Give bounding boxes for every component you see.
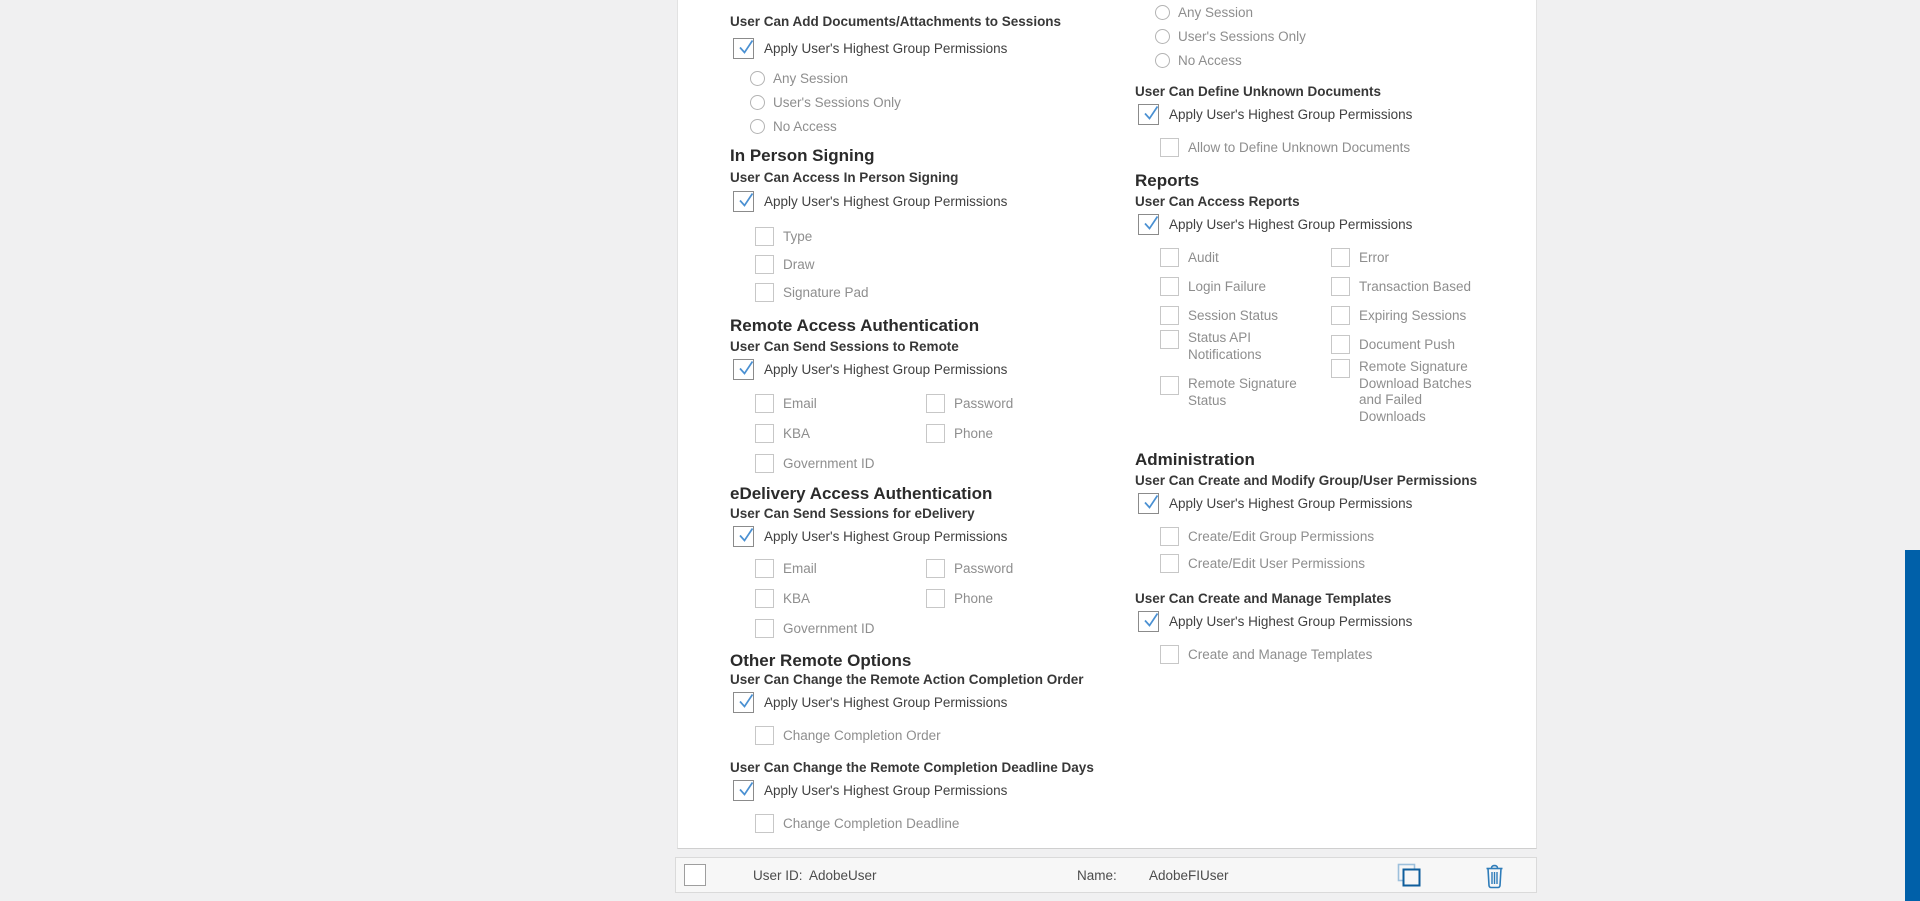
checkbox-row-kba — [755, 418, 926, 448]
checkbox-label: Type — [783, 228, 813, 244]
section-heading-remote-access-auth: Remote Access Authentication — [730, 316, 980, 335]
apply-row-manage-templates — [1138, 610, 1520, 633]
checkbox-row-document-push — [1331, 330, 1477, 359]
user-id-value: AdobeUser — [809, 868, 877, 883]
checkbox-label: Document Push — [1359, 337, 1456, 352]
radio-row-users-sessions-only — [750, 90, 1130, 114]
checkbox-label: Password — [954, 395, 1014, 411]
checkbox-label: KBA — [783, 425, 811, 441]
checkbox-label: Create/Edit User Permissions — [1188, 556, 1366, 571]
checkbox-row-allow-define-unknown-documents — [1160, 134, 1520, 160]
subheading-change-completion-order: User Can Change the Remote Action Completion Order — [730, 672, 1084, 687]
checkbox-icon[interactable] — [755, 559, 774, 578]
checkbox-icon[interactable] — [755, 424, 774, 443]
checkbox-label: Create and Manage Templates — [1188, 646, 1373, 662]
apply-checkbox-checked[interactable] — [733, 526, 754, 547]
apply-row-edelivery — [733, 525, 1130, 548]
radio-label: User's Sessions Only — [1178, 28, 1306, 44]
subheading-add-documents: User Can Add Documents/Attachments to Sessions — [730, 14, 1062, 29]
radio-label: Any Session — [1178, 4, 1254, 20]
subheading-access-in-person-signing: User Can Access In Person Signing — [730, 170, 959, 185]
checkbox-label: Change Completion Order — [783, 727, 941, 743]
radio-label: User's Sessions Only — [773, 94, 901, 110]
checkbox-icon[interactable] — [755, 589, 774, 608]
copy-icon[interactable] — [1396, 862, 1423, 894]
radio-row-any-session — [750, 66, 1130, 90]
subheading-send-sessions-edelivery: User Can Send Sessions for eDelivery — [730, 506, 975, 521]
radio-row-no-access — [750, 114, 1130, 138]
subheading-create-modify-permissions: User Can Create and Modify Group/User Permissions — [1135, 473, 1478, 488]
checkbox-row-email — [755, 553, 926, 583]
checkbox-label: Remote Signature Download Batches and Failed Downloads — [1359, 359, 1472, 424]
section-heading-edelivery-auth: eDelivery Access Authentication — [730, 484, 993, 503]
checkbox-label: Signature Pad — [783, 284, 869, 300]
radio-label: Any Session — [773, 70, 849, 86]
checkbox-icon[interactable] — [755, 454, 774, 473]
checkbox-row-type — [755, 222, 1130, 250]
options-column-1 — [1160, 243, 1331, 438]
checkbox-row-phone — [926, 418, 1013, 448]
checkbox-icon[interactable] — [755, 255, 774, 274]
checkbox-label: Audit — [1188, 250, 1219, 265]
checkmark-icon — [736, 525, 756, 545]
checkbox-icon[interactable] — [1160, 554, 1179, 573]
options-column-1 — [755, 553, 926, 643]
options-column-2 — [926, 388, 1013, 478]
section-heading-administration: Administration — [1135, 450, 1255, 469]
checkbox-label: Create/Edit Group Permissions — [1188, 529, 1375, 544]
checkbox-icon[interactable] — [755, 227, 774, 246]
apply-row-reports — [1138, 213, 1520, 236]
options-column-1 — [755, 388, 926, 478]
checkbox-icon[interactable] — [1160, 645, 1179, 664]
apply-checkbox-checked[interactable] — [1138, 493, 1159, 514]
checkbox-row-change-completion-deadline — [755, 810, 1130, 836]
checkbox-icon[interactable] — [926, 559, 945, 578]
checkbox-row-draw — [755, 250, 1130, 278]
permissions-panel — [677, 0, 1537, 849]
checkbox-label: Draw — [783, 256, 815, 272]
checkbox-icon[interactable] — [1160, 277, 1179, 296]
left-column — [730, 0, 1130, 836]
apply-checkbox-checked[interactable] — [733, 692, 754, 713]
apply-row-unknown-documents — [1138, 103, 1520, 126]
checkbox-row-email — [755, 388, 926, 418]
checkmark-icon — [1141, 492, 1161, 512]
checkbox-icon[interactable] — [755, 726, 774, 745]
checkbox-icon[interactable] — [755, 394, 774, 413]
subheading-access-reports: User Can Access Reports — [1135, 194, 1300, 209]
row-select-checkbox[interactable] — [684, 864, 706, 886]
apply-row-modify-permissions — [1138, 492, 1520, 515]
apply-row-in-person — [733, 190, 1130, 213]
checkmark-icon — [736, 190, 756, 210]
checkbox-icon[interactable] — [755, 814, 774, 833]
radio-row-any-session — [1155, 0, 1520, 24]
section-heading-in-person-signing: In Person Signing — [730, 146, 875, 165]
checkbox-label: Remote Signature Status — [1188, 376, 1297, 408]
apply-checkbox-checked[interactable] — [733, 38, 754, 59]
checkbox-row-password — [926, 553, 1013, 583]
checkbox-row-phone — [926, 583, 1013, 613]
checkmark-icon — [736, 37, 756, 57]
checkbox-label: Government ID — [783, 620, 875, 636]
checkbox-row-transaction-based — [1331, 272, 1477, 301]
checkbox-row-error — [1331, 243, 1477, 272]
checkbox-label: Login Failure — [1188, 279, 1267, 294]
subheading-define-unknown-documents: User Can Define Unknown Documents — [1135, 84, 1382, 99]
checkmark-icon — [1141, 610, 1161, 630]
checkbox-row-government-id — [755, 613, 926, 643]
apply-row-remote-access — [733, 358, 1130, 381]
checkbox-icon[interactable] — [1160, 527, 1179, 546]
radio-button-icon[interactable] — [1155, 5, 1170, 20]
checkbox-row-password — [926, 388, 1013, 418]
checkbox-label: Change Completion Deadline — [783, 815, 960, 831]
checkmark-icon — [736, 691, 756, 711]
checkbox-row-create-edit-user-permissions — [1160, 550, 1520, 577]
checkbox-icon[interactable] — [1331, 277, 1350, 296]
apply-label: Apply User's Highest Group Permissions — [1169, 217, 1413, 232]
apply-label: Apply User's Highest Group Permissions — [1169, 614, 1413, 629]
checkbox-row-create-manage-templates — [1160, 641, 1520, 667]
radio-button-icon[interactable] — [750, 119, 765, 134]
checkbox-label: Allow to Define Unknown Documents — [1188, 139, 1411, 155]
apply-label: Apply User's Highest Group Permissions — [764, 695, 1008, 710]
checkbox-label: Transaction Based — [1359, 279, 1472, 294]
checkbox-icon[interactable] — [1331, 248, 1350, 267]
apply-row-completion-order — [733, 691, 1130, 714]
scrollbar-thumb[interactable] — [1905, 550, 1920, 901]
checkbox-icon[interactable] — [1331, 335, 1350, 354]
edelivery-auth-options-grid — [755, 553, 1130, 643]
apply-label: Apply User's Highest Group Permissions — [1169, 107, 1413, 122]
apply-label: Apply User's Highest Group Permissions — [764, 41, 1008, 56]
subheading-change-completion-deadline: User Can Change the Remote Completion Deadline Days — [730, 760, 1094, 775]
trash-icon[interactable] — [1482, 862, 1507, 895]
checkbox-row-expiring-sessions — [1331, 301, 1477, 330]
checkbox-label: Error — [1359, 250, 1389, 265]
apply-label: Apply User's Highest Group Permissions — [764, 529, 1008, 544]
apply-label: Apply User's Highest Group Permissions — [1169, 496, 1413, 511]
checkbox-icon[interactable] — [1331, 306, 1350, 325]
checkbox-row-government-id — [755, 448, 926, 478]
checkbox-icon[interactable] — [755, 619, 774, 638]
checkmark-icon — [1141, 213, 1161, 233]
checkbox-icon[interactable] — [1160, 248, 1179, 267]
checkmark-icon — [736, 779, 756, 799]
remote-auth-options-grid — [755, 388, 1130, 478]
checkbox-icon[interactable] — [926, 424, 945, 443]
checkbox-label: Expiring Sessions — [1359, 308, 1467, 323]
checkbox-row-kba — [755, 583, 926, 613]
right-column — [1135, 0, 1520, 667]
checkbox-label: Session Status — [1188, 308, 1279, 323]
checkbox-icon[interactable] — [926, 589, 945, 608]
checkbox-row-login-failure — [1160, 272, 1331, 301]
checkbox-row-remote-signature-download-batches — [1331, 359, 1477, 425]
checkbox-row-remote-signature-status — [1160, 376, 1331, 409]
radio-button-icon[interactable] — [750, 71, 765, 86]
radio-label: No Access — [773, 118, 837, 134]
name-label: Name: — [1077, 868, 1117, 883]
name-value: AdobeFIUser — [1149, 868, 1229, 883]
checkbox-label: Password — [954, 560, 1014, 576]
apply-label: Apply User's Highest Group Permissions — [764, 783, 1008, 798]
checkbox-label: Status API Notifications — [1188, 330, 1262, 362]
apply-row-completion-deadline — [733, 779, 1130, 802]
reports-options-grid — [1160, 243, 1520, 438]
radio-button-icon[interactable] — [1155, 53, 1170, 68]
checkmark-icon — [736, 358, 756, 378]
apply-checkbox-checked[interactable] — [733, 359, 754, 380]
checkbox-label: Government ID — [783, 455, 875, 471]
radio-row-no-access — [1155, 48, 1520, 72]
checkbox-row-status-api-notifications — [1160, 330, 1331, 363]
checkbox-row-session-status — [1160, 301, 1331, 330]
checkbox-icon[interactable] — [1331, 359, 1350, 378]
subheading-create-manage-templates: User Can Create and Manage Templates — [1135, 591, 1392, 606]
checkbox-icon[interactable] — [926, 394, 945, 413]
checkbox-icon[interactable] — [1160, 138, 1179, 157]
checkbox-icon[interactable] — [755, 283, 774, 302]
apply-label: Apply User's Highest Group Permissions — [764, 362, 1008, 377]
checkbox-label: Phone — [954, 425, 994, 441]
apply-checkbox-checked[interactable] — [1138, 611, 1159, 632]
subheading-send-sessions-remote: User Can Send Sessions to Remote — [730, 339, 959, 354]
apply-label: Apply User's Highest Group Permissions — [764, 194, 1008, 209]
section-heading-other-remote-options: Other Remote Options — [730, 651, 912, 670]
checkmark-icon — [1141, 103, 1161, 123]
user-row-footer — [675, 857, 1537, 893]
options-column-2 — [926, 553, 1013, 643]
checkbox-row-signature-pad — [755, 278, 1130, 306]
checkbox-row-audit — [1160, 243, 1331, 272]
radio-label: No Access — [1178, 52, 1242, 68]
checkbox-label: KBA — [783, 590, 811, 606]
apply-checkbox-checked[interactable] — [733, 191, 754, 212]
checkbox-label: Email — [783, 395, 817, 411]
options-column-2 — [1331, 243, 1477, 438]
checkbox-icon[interactable] — [1160, 306, 1179, 325]
apply-row-add-documents — [733, 37, 1130, 60]
radio-button-icon[interactable] — [750, 95, 765, 110]
checkbox-row-create-edit-group-permissions — [1160, 523, 1520, 550]
checkbox-row-change-completion-order — [755, 722, 1130, 748]
radio-row-users-sessions-only — [1155, 24, 1520, 48]
checkbox-icon[interactable] — [1160, 330, 1179, 349]
radio-button-icon[interactable] — [1155, 29, 1170, 44]
apply-checkbox-checked[interactable] — [1138, 214, 1159, 235]
checkbox-label: Phone — [954, 590, 994, 606]
checkbox-icon[interactable] — [1160, 376, 1179, 395]
checkbox-label: Email — [783, 560, 817, 576]
apply-checkbox-checked[interactable] — [1138, 104, 1159, 125]
apply-checkbox-checked[interactable] — [733, 780, 754, 801]
user-id-label: User ID: — [753, 868, 803, 883]
section-heading-reports: Reports — [1135, 171, 1200, 190]
